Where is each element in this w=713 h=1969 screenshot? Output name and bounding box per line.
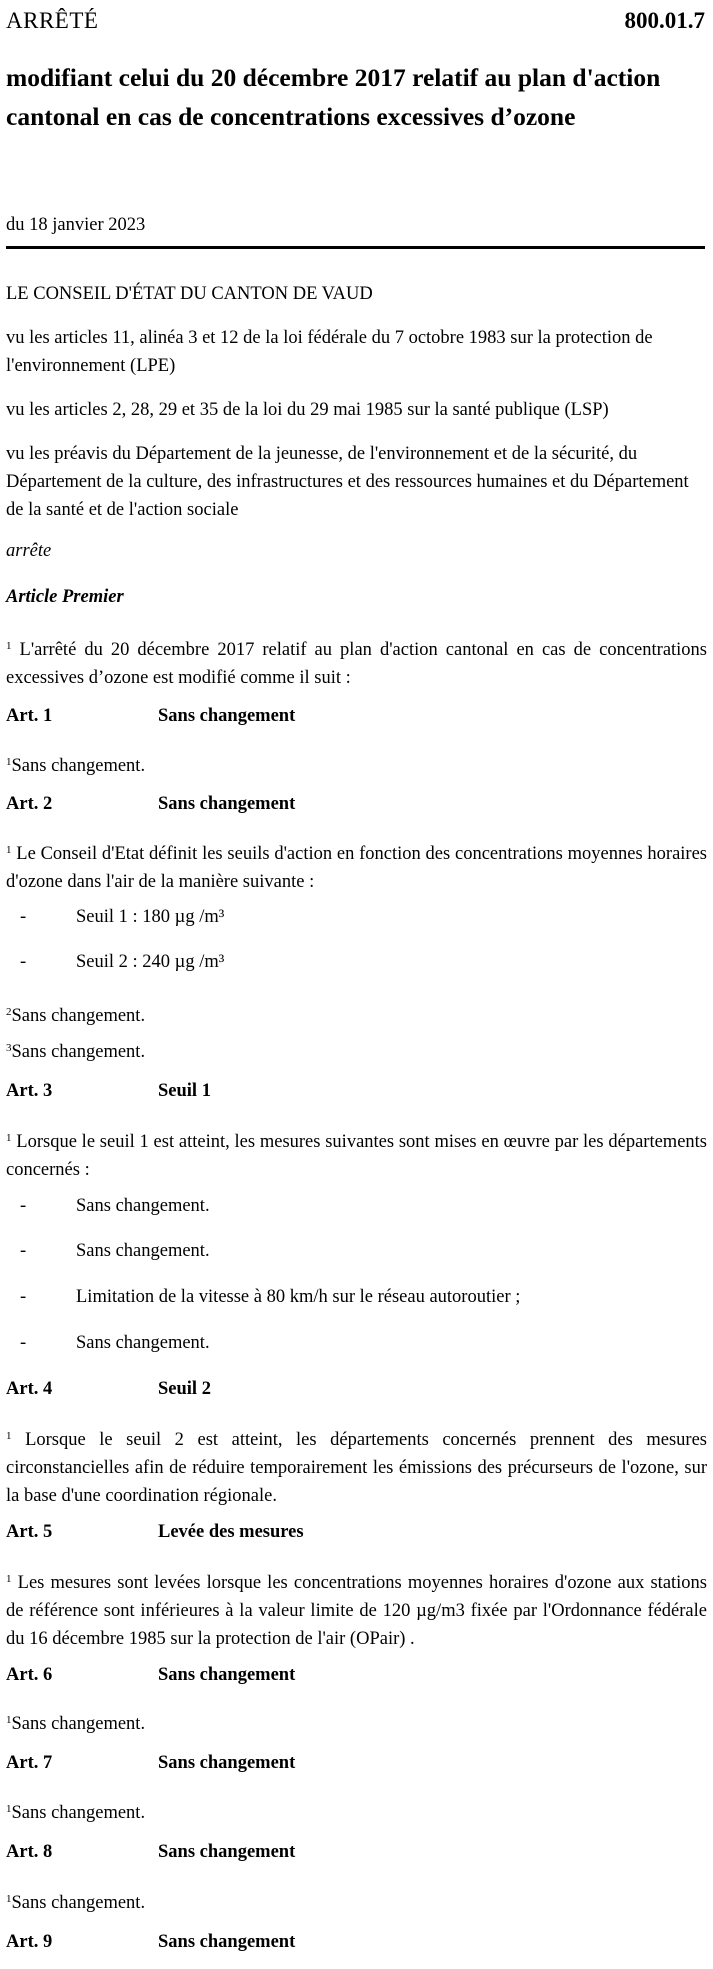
article-number: Art. 1 — [6, 706, 53, 726]
article-number: Art. 7 — [6, 1753, 53, 1773]
article-7-paragraph-1 — [6, 1795, 707, 1827]
article-number: Art. 6 — [6, 1665, 53, 1685]
article-1-heading — [6, 706, 295, 727]
list-item-text: Seuil 2 : 240 µg /m³ — [76, 952, 225, 972]
article-2-paragraph-1 — [6, 836, 707, 896]
list-item — [20, 1196, 210, 1217]
consideration-lpe: vu les articles 11, alinéa 3 et 12 de la loi fédérale du 7 octobre 1983 sur la protection de l'environnement (LPE) — [6, 328, 653, 376]
paragraph-number: 1 — [6, 1132, 12, 1144]
article-5-heading — [6, 1522, 304, 1543]
list-item-text: Sans changement. — [76, 1333, 210, 1353]
article-3-heading — [6, 1081, 211, 1102]
article-premier-heading: Article Premier — [6, 587, 124, 607]
article-number: Art. 9 — [6, 1932, 53, 1952]
paragraph-text: Sans changement. — [11, 1893, 146, 1913]
list-item — [20, 1287, 520, 1308]
paragraph-number: 3 — [6, 1042, 12, 1054]
list-dash: - — [20, 1287, 27, 1307]
article-number: Art. 5 — [6, 1522, 53, 1542]
paragraph-number: 1 — [6, 1430, 12, 1442]
article-9-heading — [6, 1932, 295, 1953]
article-5-paragraph-1 — [6, 1565, 707, 1653]
article-7-heading — [6, 1753, 295, 1774]
paragraph-text: Sans changement. — [11, 1803, 146, 1823]
document-title: modifiant celui du 20 décembre 2017 relatif au plan d'action cantonal en cas de concentrations excessives d’ozone — [6, 63, 661, 131]
document-type: ARRÊTÉ — [6, 8, 99, 33]
article-6-heading — [6, 1665, 295, 1686]
list-item-text: Sans changement. — [76, 1241, 210, 1261]
article-number: Art. 4 — [6, 1379, 53, 1399]
article-title: Sans changement — [158, 794, 296, 814]
list-dash: - — [20, 1241, 27, 1261]
paragraph-text: Sans changement. — [11, 1042, 146, 1062]
article-2-paragraph-2 — [6, 998, 707, 1030]
paragraph-number: 1 — [6, 844, 12, 856]
article-title: Seuil 2 — [158, 1379, 211, 1399]
paragraph-number: 1 — [6, 1573, 12, 1585]
article-6-paragraph-1 — [6, 1706, 707, 1738]
article-2-paragraph-3 — [6, 1034, 707, 1066]
paragraph-number: 1 — [6, 1893, 12, 1905]
list-dash: - — [20, 907, 27, 927]
consideration-preavis: vu les préavis du Département de la jeunesse, de l'environnement et de la sécurité, du Département de la culture, des infrastructures et des ressources humaines et du Département de la santé et de l'action sociale — [6, 444, 689, 520]
paragraph-text: Les mesures sont levées lorsque les concentrations moyennes horaires d'ozone aux stations de référence sont inférieures à la valeur limite de 120 µg/m3 fixée par l'Ordonnance fédérale du 16 décembre 1985 sur la protection de l'air (OPair) . — [6, 1573, 708, 1649]
article-title: Sans changement — [158, 706, 296, 726]
list-item — [20, 1333, 210, 1354]
article-premier-text — [6, 632, 707, 692]
document-date: du 18 janvier 2023 — [6, 215, 146, 235]
paragraph-text: Le Conseil d'Etat définit les seuils d'action en fonction des concentrations moyennes horaires d'ozone dans l'air de la manière suivante : — [6, 844, 707, 892]
list-item — [20, 907, 224, 928]
article-4-heading — [6, 1379, 211, 1400]
list-dash: - — [20, 1333, 27, 1353]
list-item-text: Sans changement. — [76, 1196, 210, 1216]
article-1-paragraph-1 — [6, 748, 707, 780]
article-4-paragraph-1 — [6, 1422, 707, 1510]
header-divider — [6, 246, 705, 249]
paragraph-number: 1 — [6, 1803, 12, 1815]
article-number: Art. 3 — [6, 1081, 53, 1101]
paragraph-text: Sans changement. — [11, 1714, 146, 1734]
article-number: Art. 8 — [6, 1842, 53, 1862]
document-header — [6, 8, 705, 34]
paragraph-number: 2 — [6, 1006, 12, 1018]
paragraph-text: Lorsque le seuil 1 est atteint, les mesures suivantes sont mises en œuvre par les départements concernés : — [6, 1132, 707, 1180]
list-item-text: Seuil 1 : 180 µg /m³ — [76, 907, 225, 927]
paragraph-text: L'arrêté du 20 décembre 2017 relatif au plan d'action cantonal en cas de concentrations excessives d’ozone est modifié comme il suit : — [6, 640, 708, 688]
paragraph-number: 1 — [6, 640, 12, 652]
article-2-heading — [6, 794, 295, 815]
list-item — [20, 952, 224, 973]
article-8-heading — [6, 1842, 295, 1863]
list-item-text: Limitation de la vitesse à 80 km/h sur le réseau autoroutier ; — [76, 1287, 521, 1307]
article-title: Sans changement — [158, 1932, 296, 1952]
council-heading: LE CONSEIL D'ÉTAT DU CANTON DE VAUD — [6, 284, 373, 304]
decision-word: arrête — [6, 541, 52, 561]
article-title: Sans changement — [158, 1753, 296, 1773]
article-title: Sans changement — [158, 1842, 296, 1862]
list-item — [20, 1241, 210, 1262]
consideration-lsp: vu les articles 2, 28, 29 et 35 de la loi du 29 mai 1985 sur la santé publique (LSP) — [6, 400, 609, 420]
article-title: Levée des mesures — [158, 1522, 304, 1542]
list-dash: - — [20, 1196, 27, 1216]
article-8-paragraph-1 — [6, 1885, 707, 1917]
list-dash: - — [20, 952, 27, 972]
paragraph-number: 1 — [6, 1714, 12, 1726]
paragraph-text: Sans changement. — [11, 1006, 146, 1026]
article-title: Seuil 1 — [158, 1081, 211, 1101]
article-number: Art. 2 — [6, 794, 53, 814]
paragraph-text: Sans changement. — [11, 756, 146, 776]
document-number: 800.01.7 — [624, 8, 705, 33]
paragraph-number: 1 — [6, 756, 12, 768]
paragraph-text: Lorsque le seuil 2 est atteint, les départements concernés prennent des mesures circonstancielles afin de réduire temporairement les émissions des précurseurs de l'ozone, sur la base d'une coordination régionale. — [6, 1430, 708, 1506]
article-3-paragraph-1 — [6, 1124, 707, 1184]
article-title: Sans changement — [158, 1665, 296, 1685]
